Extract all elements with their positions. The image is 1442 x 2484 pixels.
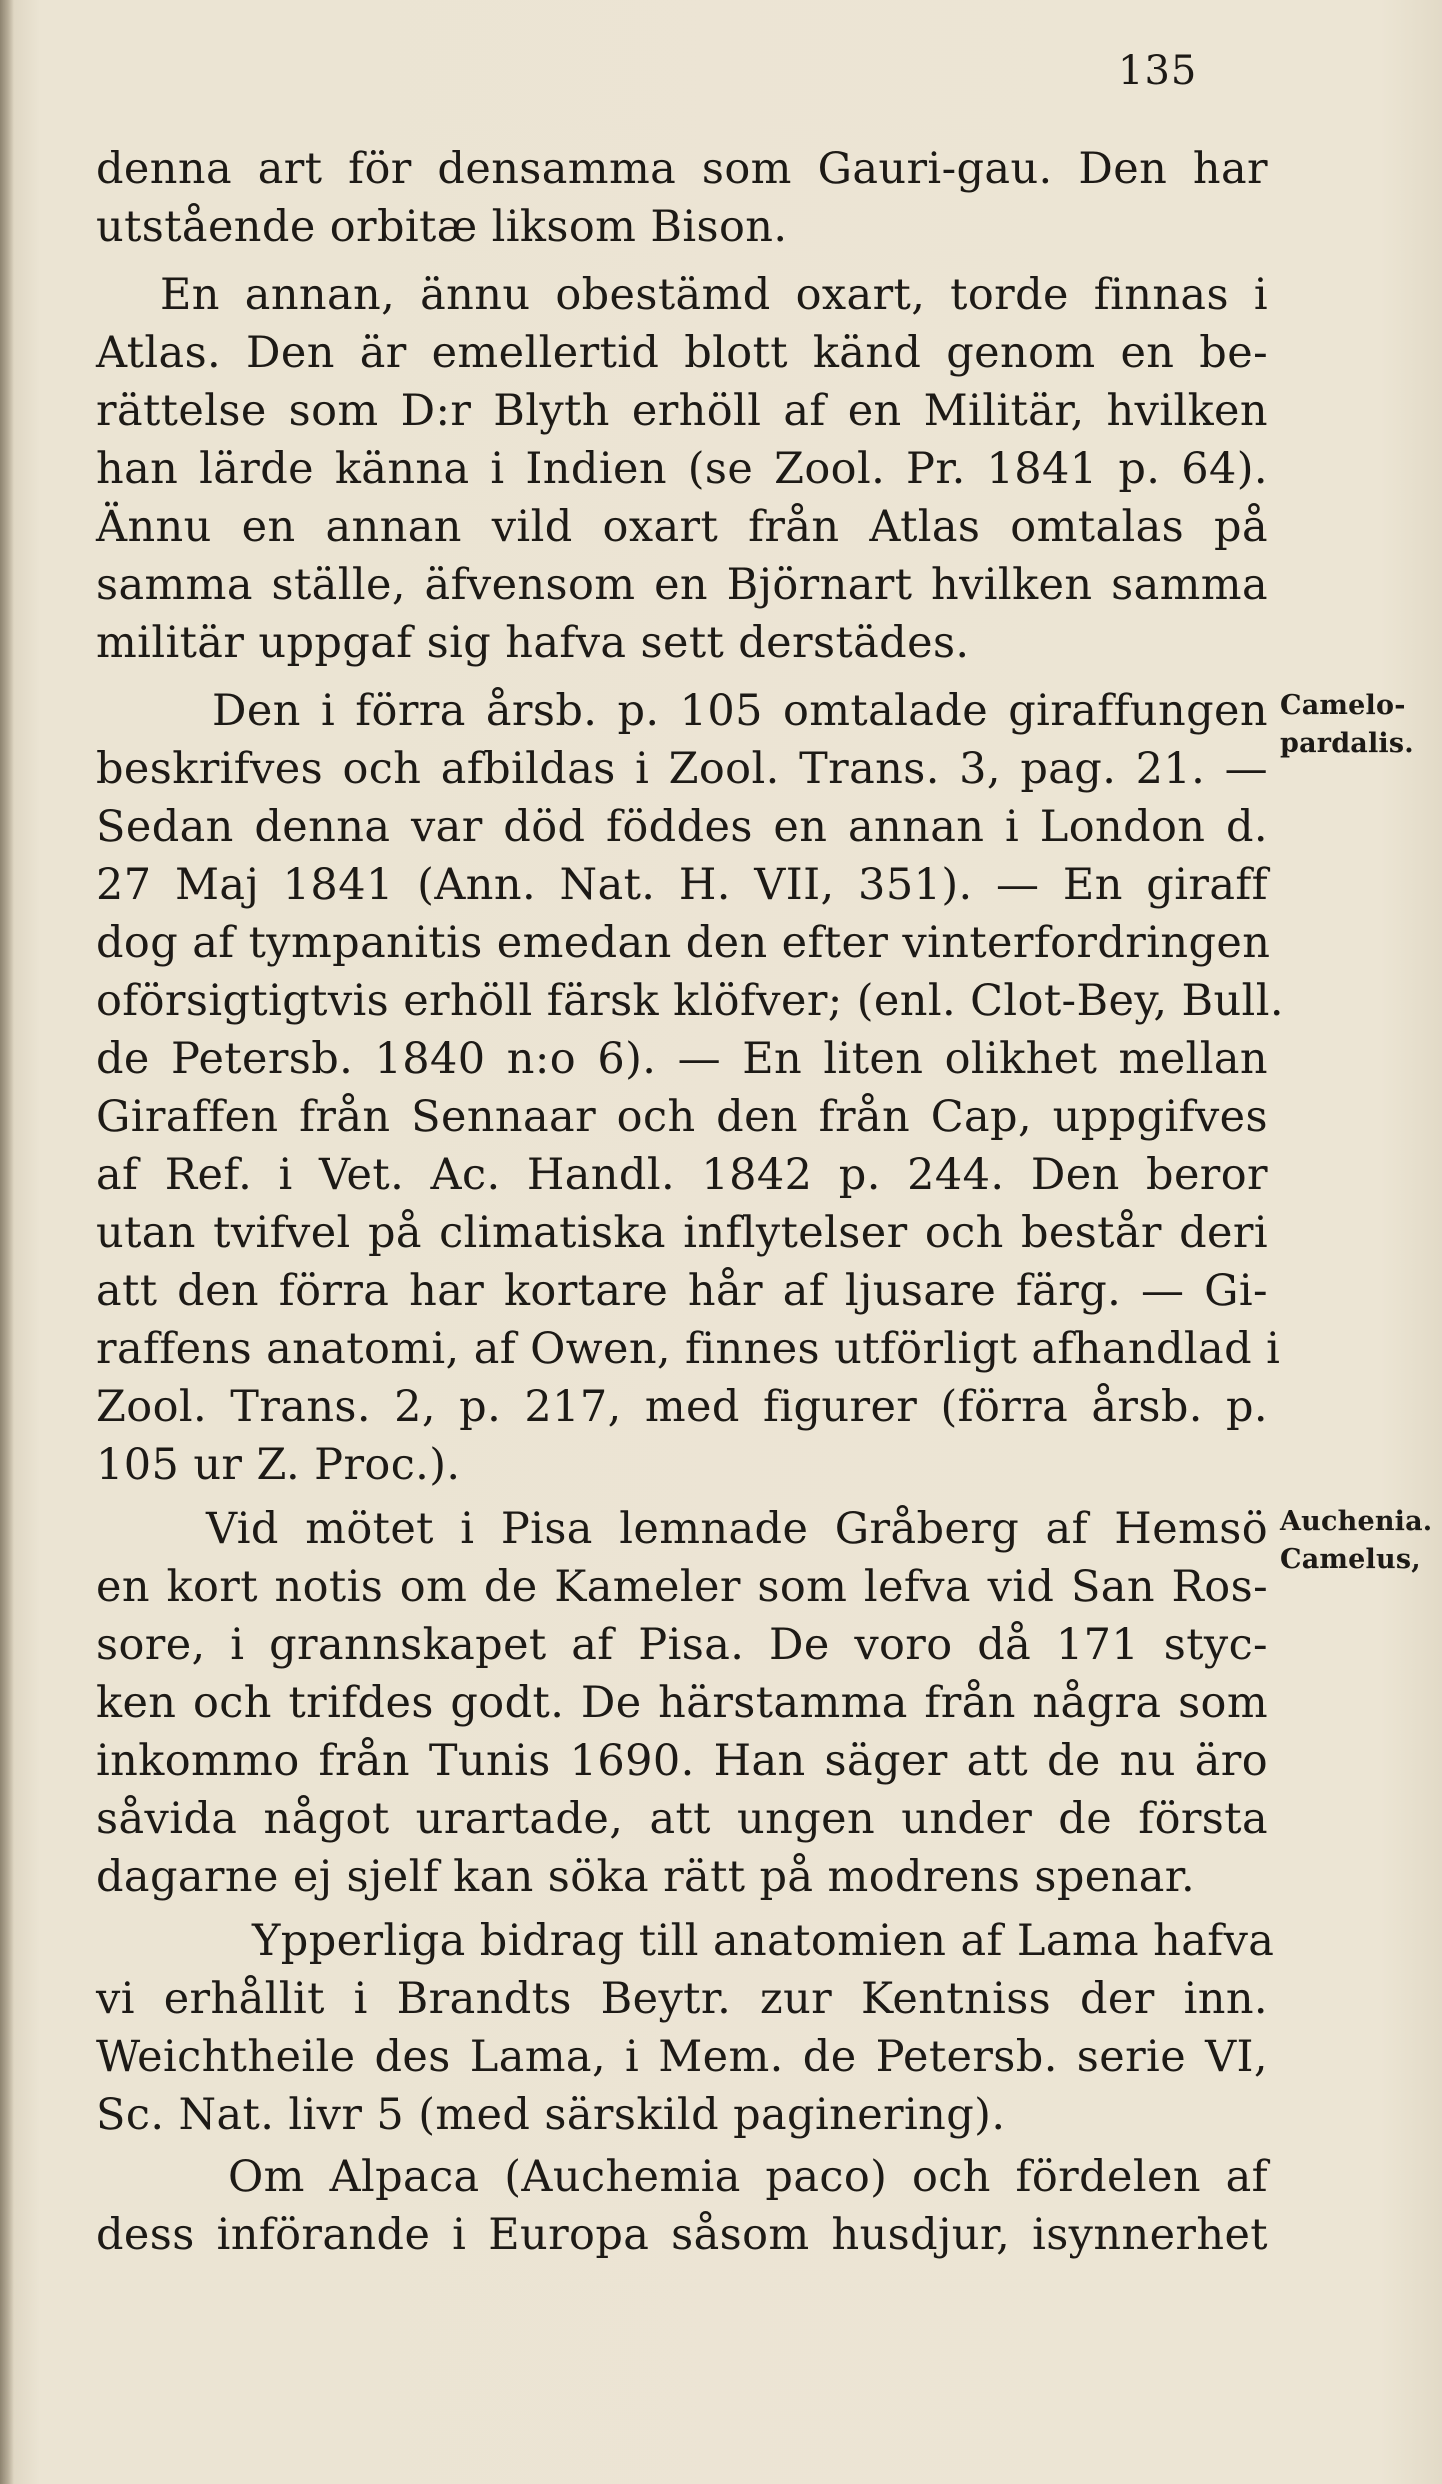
text-line: rättelse som D:r Blyth erhöll af en Militär, hvilken — [96, 386, 1268, 436]
text-line: samma ställe, äfvensom en Björnart hvilken samma — [96, 560, 1268, 610]
text-line: ken och trifdes godt. De härstamma från några som — [96, 1678, 1268, 1728]
text-line: dess införande i Europa såsom husdjur, isynnerhet — [96, 2210, 1268, 2260]
text-line: beskrifves och afbildas i Zool. Trans. 3, pag. 21. — — [96, 744, 1268, 794]
page-spine-shadow — [0, 0, 14, 2484]
page-number: 135 — [1118, 48, 1198, 94]
text-line: Weichtheile des Lama, i Mem. de Petersb. serie VI, — [96, 2032, 1268, 2082]
text-line: vi erhållit i Brandts Beytr. zur Kentniss der inn. — [96, 1974, 1268, 2024]
text-line: utstående orbitæ liksom Bison. — [96, 202, 788, 252]
text-line: En annan, ännu obestämd oxart, torde finnas i — [160, 270, 1268, 320]
text-line: Sc. Nat. livr 5 (med särskild paginering). — [96, 2090, 1006, 2140]
text-line: såvida något urartade, att ungen under de första — [96, 1794, 1268, 1844]
text-line: 105 ur Z. Proc.). — [96, 1440, 461, 1490]
margin-note: Auchenia. — [1280, 1506, 1433, 1537]
text-line: att den förra har kortare hår af ljusare färg. — Gi- — [96, 1266, 1268, 1316]
text-line: raffens anatomi, af Owen, finnes utförligt afhandlad i — [96, 1324, 1281, 1374]
margin-note: Camelo- — [1280, 690, 1406, 721]
text-line: han lärde känna i Indien (se Zool. Pr. 1841 p. 64). — [96, 444, 1268, 494]
text-line: utan tvifvel på climatiska inflytelser och består deri — [96, 1208, 1268, 1258]
text-line: denna art för densamma som Gauri-gau. Den har — [96, 144, 1268, 194]
text-line: 27 Maj 1841 (Ann. Nat. H. VII, 351). — En giraff — [96, 860, 1268, 910]
text-line: dagarne ej sjelf kan söka rätt på modrens spenar. — [96, 1852, 1196, 1902]
text-line: militär uppgaf sig hafva sett derstädes. — [96, 618, 970, 668]
text-line: inkommo från Tunis 1690. Han säger att de nu äro — [96, 1736, 1268, 1786]
margin-note: pardalis. — [1280, 728, 1414, 759]
text-line: Den i förra årsb. p. 105 omtalade giraffungen — [212, 686, 1268, 736]
text-line: Giraffen från Sennaar och den från Cap, uppgifves — [96, 1092, 1268, 1142]
text-line: Atlas. Den är emellertid blott känd genom en be- — [96, 328, 1268, 378]
text-line: Ypperliga bidrag till anatomien af Lama hafva — [252, 1916, 1275, 1966]
text-line: oförsigtigtvis erhöll färsk klöfver; (enl. Clot-Bey, Bull. — [96, 976, 1284, 1026]
text-line: af Ref. i Vet. Ac. Handl. 1842 p. 244. Den beror — [96, 1150, 1268, 1200]
text-line: sore, i grannskapet af Pisa. De voro då 171 styc- — [96, 1620, 1268, 1670]
text-line: Vid mötet i Pisa lemnade Gråberg af Hemsö — [206, 1504, 1268, 1554]
text-line: dog af tympanitis emedan den efter vinterfordringen — [96, 918, 1271, 968]
text-line: de Petersb. 1840 n:o 6). — En liten olikhet mellan — [96, 1034, 1268, 1084]
text-line: Ännu en annan vild oxart från Atlas omtalas på — [96, 502, 1268, 552]
text-line: Zool. Trans. 2, p. 217, med figurer (förra årsb. p. — [96, 1382, 1268, 1432]
text-line: Sedan denna var död föddes en annan i London d. — [96, 802, 1268, 852]
text-line: en kort notis om de Kameler som lefva vid San Ros- — [96, 1562, 1268, 1612]
margin-note: Camelus, — [1280, 1544, 1421, 1575]
text-line: Om Alpaca (Auchemia paco) och fördelen af — [228, 2152, 1268, 2202]
